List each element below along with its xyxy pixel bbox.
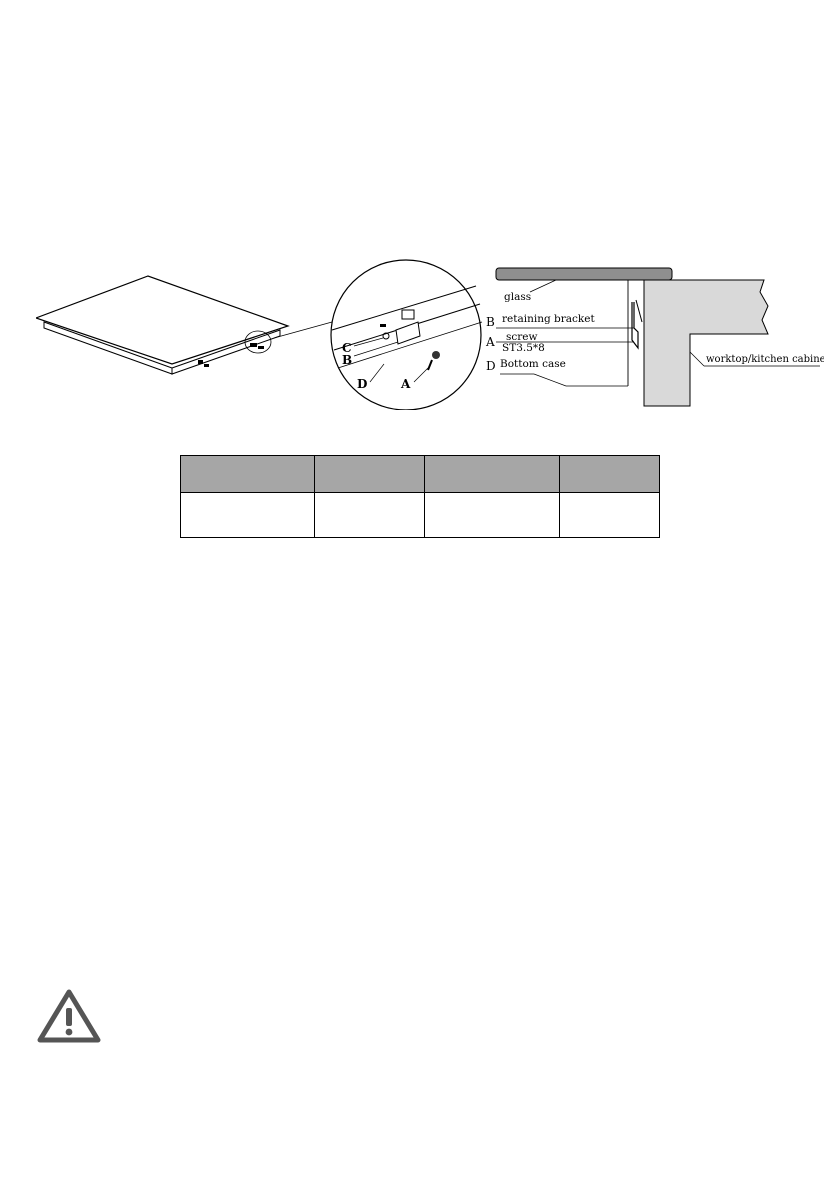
table-row — [181, 493, 660, 538]
label-b: B — [342, 353, 353, 367]
table-cell — [314, 493, 425, 538]
dimensions-table — [180, 455, 660, 538]
cross-section-figure — [484, 262, 824, 412]
label-d: D — [357, 377, 368, 391]
table-header-cell — [314, 456, 425, 493]
table-header-cell — [560, 456, 660, 493]
label-letter-a: A — [486, 335, 495, 349]
hob-installation-figure — [36, 250, 496, 410]
table-header-cell — [181, 456, 315, 493]
cross-section-drawing — [484, 262, 824, 412]
table-cell — [560, 493, 660, 538]
label-screw: screw — [506, 331, 538, 343]
label-c: C — [342, 341, 352, 355]
table-header-cell — [425, 456, 560, 493]
label-letter-d: D — [486, 359, 496, 373]
label-bottom-case: Bottom case — [500, 358, 566, 370]
table-cell — [181, 493, 315, 538]
table-header-row — [181, 456, 660, 493]
label-worktop: worktop/kitchen cabinet — [706, 354, 824, 365]
label-a: A — [401, 377, 411, 391]
label-glass: glass — [504, 291, 532, 303]
label-screw-spec: ST3.5*8 — [502, 342, 545, 354]
table-cell — [425, 493, 560, 538]
hob-perspective-drawing — [36, 250, 496, 410]
warning-triangle-icon — [36, 988, 102, 1044]
label-letter-b: B — [486, 315, 495, 329]
label-retaining-bracket: retaining bracket — [502, 313, 595, 325]
